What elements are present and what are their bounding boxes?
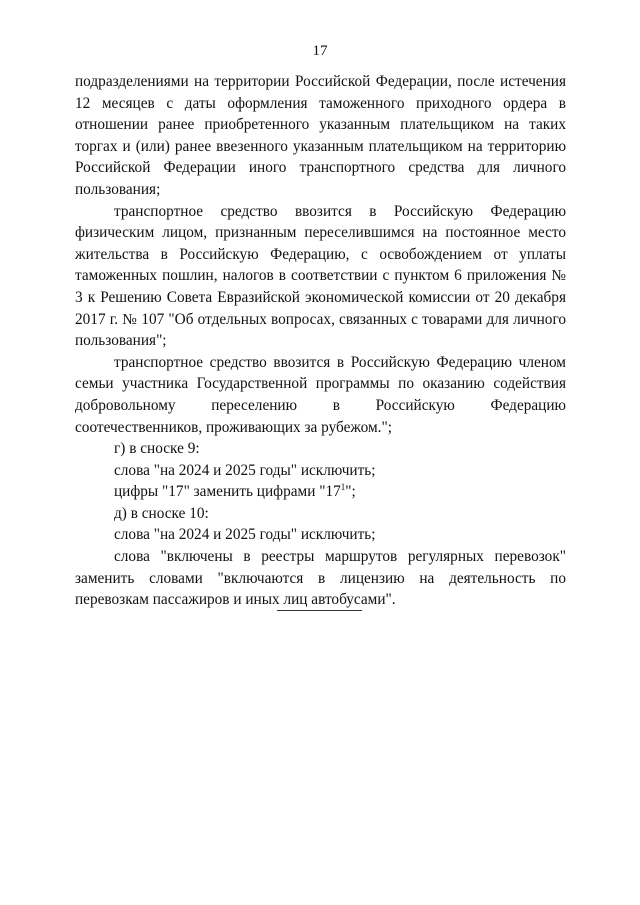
- paragraph-text: цифры "17" заменить цифрами "17: [114, 483, 341, 501]
- paragraph-text: ";: [345, 483, 356, 501]
- paragraph: слова "на 2024 и 2025 годы" исключить;: [114, 526, 376, 544]
- footnote-superscript: 1: [340, 482, 346, 493]
- paragraph: слова "включены в реестры маршрутов регулярных перевозок" заменить словами "включаются в лицензию на деятельность по перевозкам пассажиров и иных лиц автобусами".: [75, 548, 566, 609]
- paragraph: транспортное средство ввозится в Российскую Федерацию членом семьи участника Государственной программы по оказанию содействия добровольному переселению в Российскую Федерацию соотечественников, проживающих за рубежом.";: [75, 353, 566, 436]
- paragraph: подразделениями на территории Российской Федерации, после истечения 12 месяцев с даты оформления таможенного приходного ордера в отношении ранее приобретенного указанным плательщиком на таких торгах и (или) ранее ввезенного указанным плательщиком на территорию Российской Федерации иного транспортного средства для личного пользования;: [75, 73, 566, 198]
- paragraph: д) в сноске 10:: [114, 504, 209, 522]
- end-of-text-rule: [277, 610, 362, 611]
- paragraph: г) в сноске 9:: [114, 440, 200, 458]
- paragraph: транспортное средство ввозится в Российскую Федерацию физическим лицом, признанным переселившимся на постоянное место жительства в Российскую Федерацию, с освобождением от уплаты таможенных пошлин, налогов в соответствии с пунктом 6 приложения № 3 к Решению Совета Евразийской экономической комиссии от 20 декабря 2017 г. № 107 "Об отдельных вопросах, связанных с товарами для личного пользования";: [75, 202, 566, 350]
- paragraph: слова "на 2024 и 2025 годы" исключить;: [114, 461, 376, 479]
- page-number: 17: [312, 43, 328, 59]
- paragraph: [75, 481, 566, 503]
- document-body: [75, 71, 566, 611]
